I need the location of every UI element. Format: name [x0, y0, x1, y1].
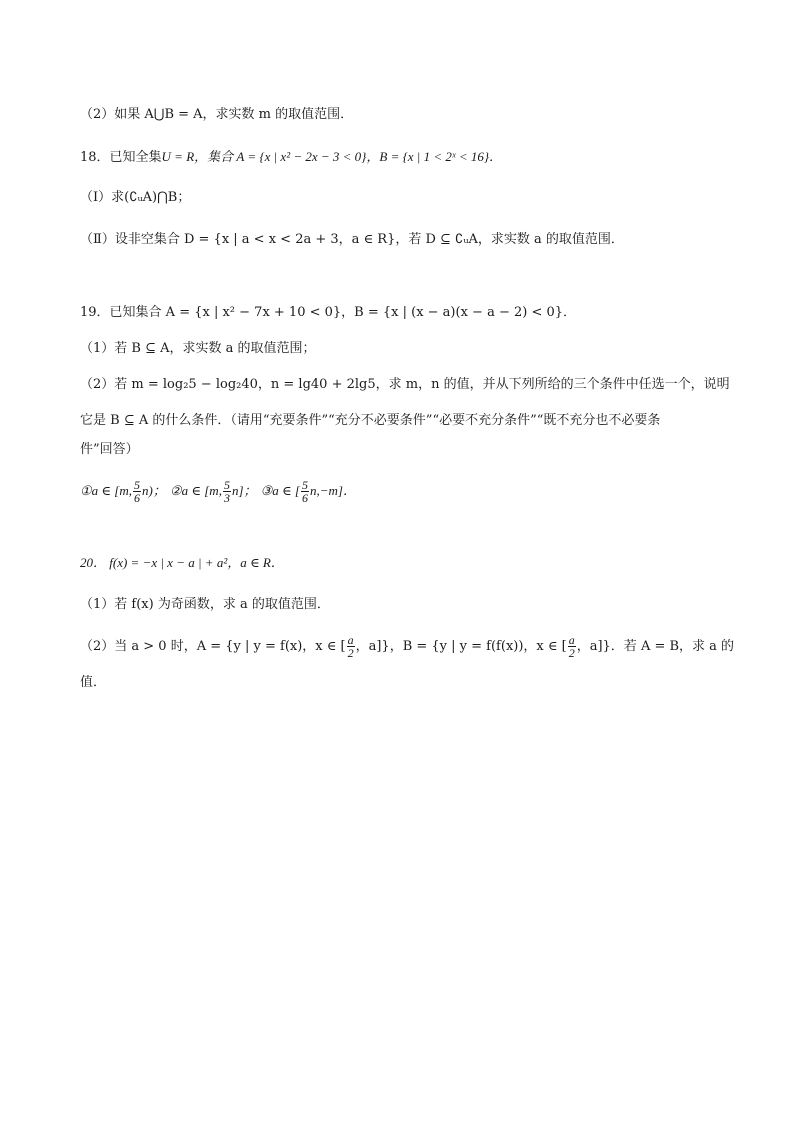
p20-stem: [80, 554, 720, 573]
p19-part2-line1: [80, 376, 730, 394]
p20-fraction-2: [568, 634, 576, 659]
p20-frac2-den: 2: [568, 646, 575, 660]
p18-part1-text: （Ⅰ）求(∁ᵤA)⋂B；: [80, 190, 191, 205]
p20-part2-a: （2）当 a > 0 时，A = {y | y = f(x)，x ∈ [: [80, 639, 346, 654]
option3-suffix: n,−m]．: [310, 483, 356, 498]
option1-prefix: ①a ∈ [m,: [80, 483, 132, 498]
p19-options: [80, 476, 720, 507]
p19-part2-line2-text: 它是 B ⊆ A 的什么条件．（请用“充要条件”“充分不必要条件”“必要不充分条件”“既不充分也不必要条: [80, 413, 661, 428]
p19-part2-line3-text: 件”回答）: [80, 442, 139, 457]
p17-part2-text: （2）如果 A⋃B = A，求实数 m 的取值范围．: [80, 107, 354, 122]
option3-frac-num: 5: [302, 478, 308, 492]
p20-part2-b: ，a]}，B = {y | y = f(f(x))，x ∈ [: [355, 639, 567, 654]
option2-suffix: n]；: [231, 483, 257, 498]
p17-part2: [80, 106, 720, 124]
option2-frac-den: 3: [223, 491, 230, 505]
option1-suffix: n)；: [141, 483, 166, 498]
p20-part2: [80, 632, 735, 662]
p19-part2-line3: [80, 441, 720, 459]
option2-frac-num: 5: [223, 478, 230, 492]
option3-prefix: ③a ∈ [: [260, 483, 300, 498]
p20-part1: [80, 596, 720, 614]
option1-fraction: [133, 479, 141, 504]
p20-part2-end: [80, 674, 720, 692]
option2-fraction: [223, 479, 231, 504]
p20-part2-c: ，a]}．若 A = B，求 a 的: [576, 639, 735, 654]
p20-frac1-den: 2: [347, 646, 354, 660]
p18-part2-text: （Ⅱ）设非空集合 D = {x | a < x < 2a + 3，a ∈ R}，若 D ⊆ ∁ᵤA，求实数 a 的取值范围．: [80, 232, 624, 247]
p18-stem: [80, 148, 720, 167]
p20-part2-end-text: 值．: [80, 675, 107, 690]
option3-frac-den: 6: [302, 491, 308, 505]
p20-frac2-num: a: [568, 633, 575, 647]
p20-fraction-1: [347, 634, 355, 659]
p20-part1-text: （1）若 f(x) 为奇函数，求 a 的取值范围．: [80, 597, 330, 612]
p19-part1-text: （1）若 B ⊆ A，求实数 a 的取值范围；: [80, 341, 316, 356]
option1-frac-den: 6: [133, 491, 140, 505]
p18-stem-math: U = R，集合 A = {x | x² − 2x − 3 < 0}，B = {x | 1 < 2ˣ < 16}．: [161, 149, 503, 164]
p18-part1: [80, 189, 720, 207]
option2-prefix: ②a ∈ [m,: [169, 483, 222, 498]
p20-stem-text: 20． f(x) = −x | x − a | + a²，a ∈ R．: [80, 555, 284, 570]
p19-stem: [80, 304, 720, 322]
p20-frac1-num: a: [347, 633, 354, 647]
p19-stem-text: 19．已知集合 A = {x | x² − 7x + 10 < 0}，B = {x | (x − a)(x − a − 2) < 0}．: [80, 305, 577, 320]
p19-part2-line1-text: （2）若 m = log₂5 − log₂40，n = lg40 + 2lg5，求 m，n 的值，并从下列所给的三个条件中任选一个，说明: [80, 377, 730, 392]
option1-frac-num: 5: [133, 478, 140, 492]
option3-fraction: [301, 479, 309, 504]
p19-part2-line2: [80, 412, 720, 430]
p18-stem-prefix: 18．已知全集: [80, 150, 162, 165]
p18-part2: [80, 231, 720, 249]
p19-part1: [80, 340, 720, 358]
